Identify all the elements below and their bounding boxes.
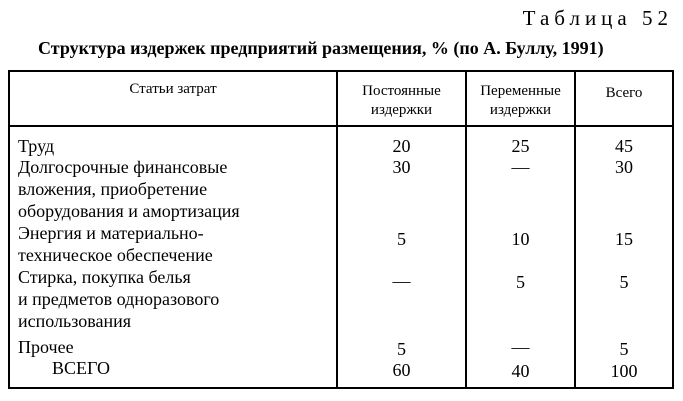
cell-total: 5 <box>619 339 629 359</box>
row-label-line: использования <box>18 311 132 331</box>
table-left-rule <box>8 70 10 389</box>
cell-fixed: 60 <box>392 360 411 380</box>
row-label-line: техническое обеспечение <box>18 245 213 265</box>
row-label-line: Труд <box>18 136 55 156</box>
cell-variable: 25 <box>511 136 530 156</box>
cell-variable: — <box>511 157 530 177</box>
row-label-line: Стирка, покупка белья <box>18 267 191 287</box>
cell-fixed: 30 <box>392 157 411 177</box>
cell-variable: 10 <box>511 229 530 249</box>
cell-total: 45 <box>615 136 633 156</box>
row-label <box>18 336 74 358</box>
cell-fixed: 20 <box>392 136 411 156</box>
cell-variable: 5 <box>516 272 525 292</box>
header-fixed-line1: Постоянные <box>362 83 441 99</box>
table-right-rule <box>672 70 674 389</box>
row-label <box>18 266 219 332</box>
cell-variable: 40 <box>511 361 530 381</box>
row-label-line: вложения, приобретение <box>18 179 208 199</box>
header-cost-item: Статьи затрат <box>129 81 217 97</box>
row-label-total <box>52 357 110 379</box>
cell-variable: — <box>511 337 530 357</box>
header-variable-line1: Переменные <box>480 83 561 99</box>
row-label-line: оборудования и амортизация <box>18 201 240 221</box>
row-label-line: Прочее <box>18 337 74 357</box>
cell-total: 100 <box>610 361 638 381</box>
header-variable-costs <box>467 82 574 120</box>
header-total: Всего <box>605 85 643 101</box>
header-variable-line2: издержки <box>489 102 552 118</box>
cell-fixed: 5 <box>397 339 406 359</box>
table-title: Структура издержек предприятий размещения, % (по А. Буллу, 1991) <box>38 38 604 58</box>
row-label-line: Энергия и материально- <box>18 223 204 243</box>
cell-total: 5 <box>619 272 629 292</box>
row-label <box>18 156 240 222</box>
row-label-line: Долгосрочные финансовые <box>18 157 228 177</box>
row-label <box>18 135 54 157</box>
cell-fixed: 5 <box>397 229 406 249</box>
cell-fixed: — <box>392 271 411 291</box>
header-fixed-line2: издержки <box>370 102 433 118</box>
cell-total: 30 <box>615 157 633 177</box>
row-label-line: ВСЕГО <box>52 358 110 378</box>
table-number: Таблица 52 <box>522 6 673 30</box>
cell-total: 15 <box>615 229 633 249</box>
row-label <box>18 222 213 266</box>
header-fixed-costs <box>338 82 465 120</box>
row-label-line: и предметов одноразового <box>18 289 220 309</box>
cost-structure-table <box>8 70 674 390</box>
